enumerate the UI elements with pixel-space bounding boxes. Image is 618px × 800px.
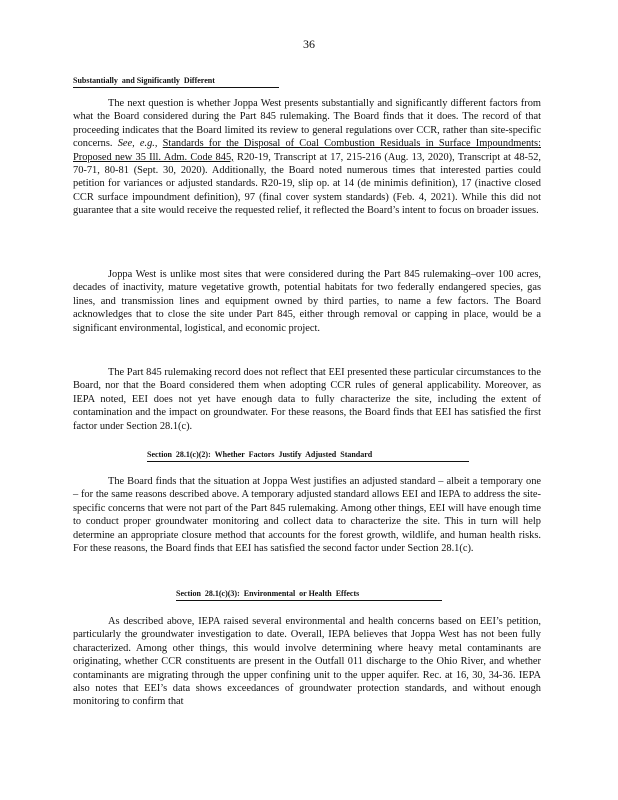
paragraph-3: The Part 845 rulemaking record does not reflect that EEI presented these particular circumstances to the Board, nor that the Board considered them when adopting CCR rules of general applicability. Moreover, as IEPA noted, EEI does not yet have enough data to fully characterize the site, including the extent of contamination and the impact on groundwater. For these reasons, the Board finds that EEI has satisfied the first factor under Section 28.1(c). [73, 367, 541, 432]
paragraph-2: Joppa West is unlike most sites that were considered during the Part 845 rulemaking–over 100 acres, decades of inactivity, mature vegetative growth, potential habitats for two federally endangered species, gas lines, and transmission lines and equipment owned by third parties, to name a few factors. The Board acknowledges that to close the site under Part 845, either through removal or capping in place, would be a significant environmental, logistical, and economic project. [73, 269, 541, 334]
paragraph-1 [73, 97, 541, 218]
paragraph-5: As described above, IEPA raised several environmental and health concerns based on EEI’s petition, particularly the groundwater investigation to date. Overall, IEPA believes that Joppa West has not been fully characterized. Among other things, this would involve determining where heavy metal contaminants are originating, whether CCR constituents are present in the Outfall 011 discharge to the Ohio River, and whether contaminants are migrating through the upper confining unit to the upper aquifer. Rec. at 16, 30, 34-36. IEPA also notes that EEI’s data shows exceedances of groundwater protection standards, and without enough monitoring to confirm that [73, 616, 541, 708]
page-number: 36 [303, 37, 315, 51]
citation-see: See, e.g., [117, 138, 158, 150]
paragraph-4: The Board finds that the situation at Joppa West justifies an adjusted standard – albeit a temporary one – for the same reasons described above. A temporary adjusted standard allows EEI and IEPA to address the site-specific concerns that were not part of the Part 845 rulemaking. Among other things, EEI will have enough time to conduct proper groundwater monitoring and collect data to characterize the site. This in turn will help determine an appropriate closure method that accounts for the forest growth, wildlife, and human health risks. For these reasons, the Board finds that EEI has satisfied the second factor under Section 28.1(c). [73, 476, 541, 555]
heading-substantially-different: Substantially and Significantly Different [73, 76, 279, 88]
paragraph-1-text-a: The next question is whether Joppa West presents substantially and significantly different factors from what the Board considered during the Part 845 rulemaking. The Board finds that it does. The record of that proceeding indicates that the Board limited its review to general regulations over CCR, rather than site-specific concerns. [73, 98, 541, 150]
heading-environmental-health-effects: Section 28.1(c)(3): Environmental or Health Effects [176, 589, 442, 601]
citation-title: Standards for the Disposal of Coal Combustion Residuals in Surface Impoundments: Proposed new 35 Ill. Adm. Code 845, [73, 138, 541, 163]
heading-justify-adjusted-standard: Section 28.1(c)(2): Whether Factors Justify Adjusted Standard [147, 450, 469, 462]
paragraph-1-text-b: R20-19, Transcript at 17, 215-216 (Aug. 13, 2020), Transcript at 48-52, 70-71, 80-81 (Sept. 30, 2020). Additionally, the Board noted numerous times that interested parties could petition for variances or adjusted standards. R20-19, slip op. at 14 (de minimis definition), 17 (inactive closed CCR surface impoundment definition), 97 (final cover system standards) (Feb. 4, 2021). While this did not guarantee that a site would receive the requested relief, it reflected the Board’s intent to focus on broader issues. [73, 151, 542, 217]
